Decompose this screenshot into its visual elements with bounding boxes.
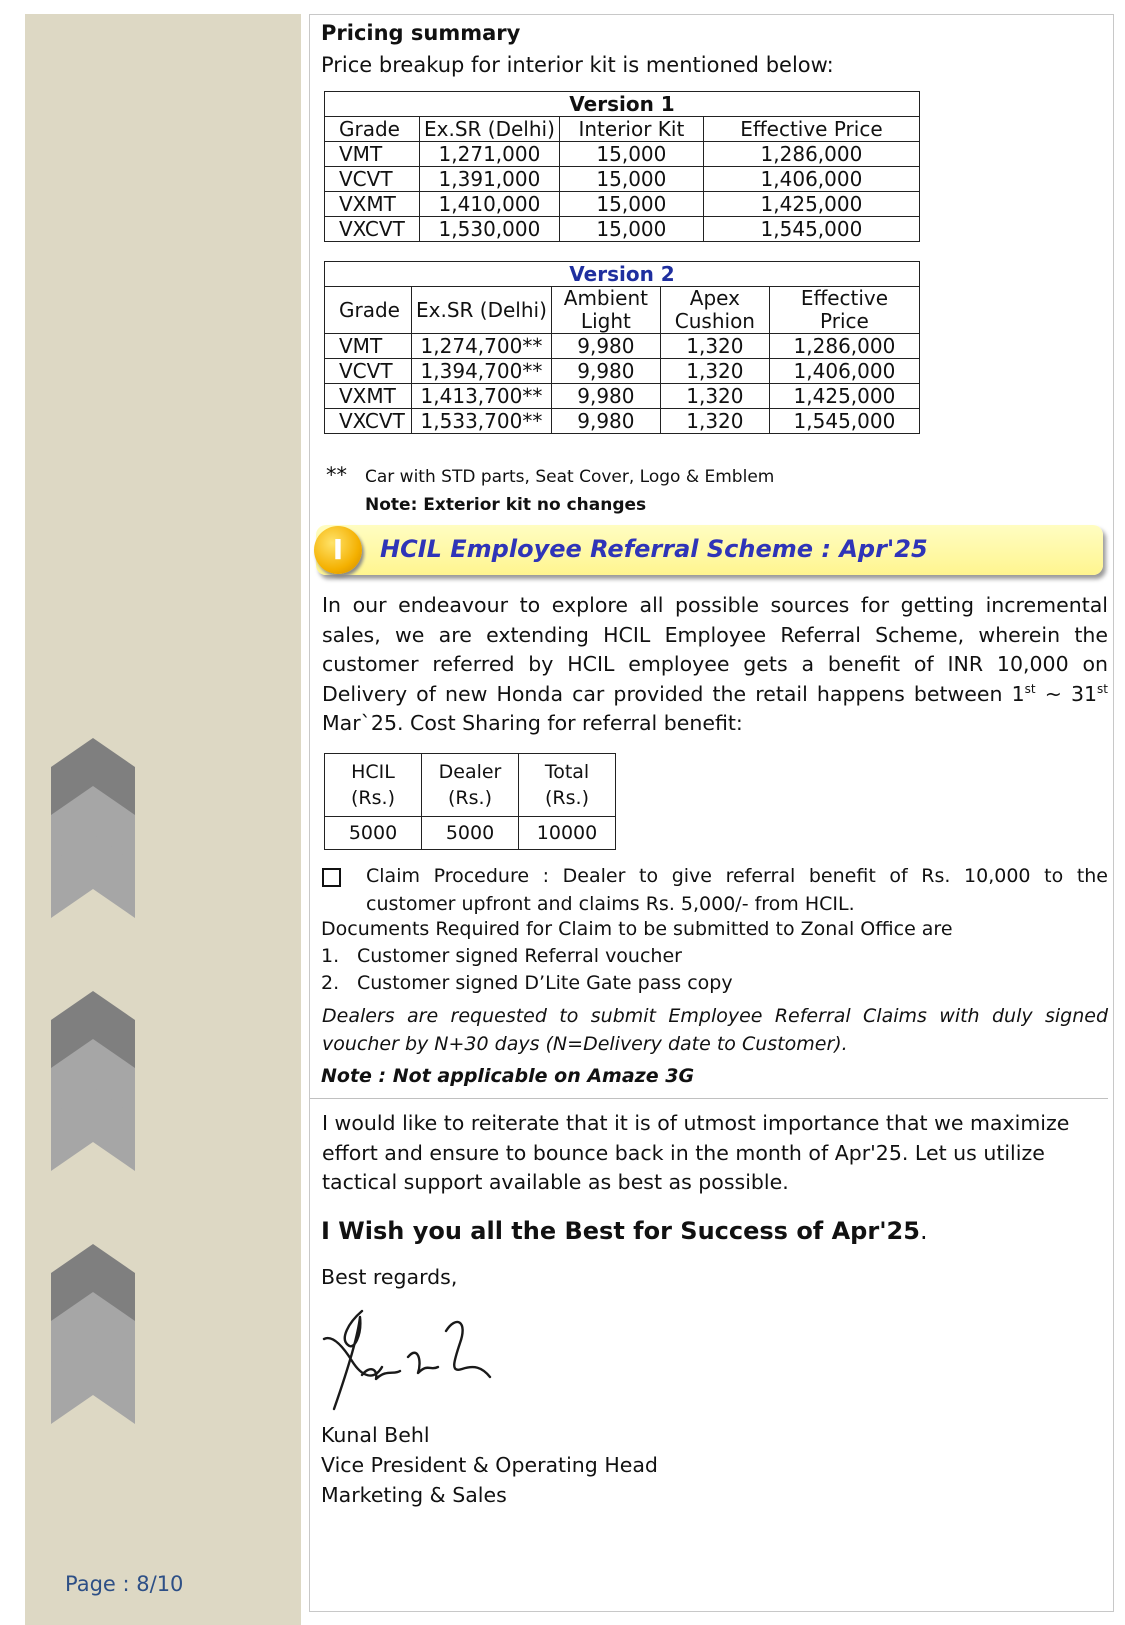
referral-text: In our endeavour to explore all possible sources for getting incremental sales, we are extending HCIL Employee Referral Scheme, wherein the customer referred by HCIL employee gets a benefit of INR 10,000 on Delivery of new Honda car provided the retail happens between 1 [322,593,1108,706]
table-header: Effective Price [703,117,919,142]
version2-title: Version 2 [325,262,920,287]
list-item [321,945,682,967]
table-header [519,754,616,817]
table-cell: 1,391,000 [420,167,560,192]
version2-table [324,261,920,434]
table-cell: 10000 [519,817,616,850]
table-header [422,754,519,817]
wish-line [321,1217,928,1245]
page-number: Page : 8/10 [65,1572,184,1596]
table-header-row [325,754,616,817]
amaze-note: Note : Not applicable on Amaze 3G [321,1065,695,1087]
table-row [325,409,920,434]
signatory-name: Kunal Behl [321,1423,430,1447]
chevron-group-bottom [51,1244,135,1424]
ordinal-suffix: st [1024,681,1036,696]
claim-procedure: Claim Procedure : Dealer to give referral benefit of Rs. 10,000 to the customer upfront and claims Rs. 5,000/- from HCIL. [366,865,1108,915]
table-cell: 9,980 [551,359,660,384]
table-cell: VXCVT [325,409,412,434]
table-header: Grade [325,287,412,334]
table-header-row [325,287,920,334]
header-line: Dealer [438,761,502,783]
table-cell: 1,410,000 [420,192,560,217]
table-cell: VMT [325,334,412,359]
table-cell: 9,980 [551,409,660,434]
table-row [325,217,920,242]
table-header: Apex Cushion [660,287,769,334]
table-cell: 15,000 [559,217,703,242]
referral-text: Mar`25. Cost Sharing for referral benefit: [322,711,743,735]
table-cell: 1,320 [660,359,769,384]
table-cell: 1,394,700** [412,359,552,384]
table-header: Interior Kit [559,117,703,142]
table-row [325,817,616,850]
signatory-title: Vice President & Operating Head [321,1453,658,1477]
table-cell: 1,530,000 [420,217,560,242]
table-header: Ex.SR (Delhi) [412,287,552,334]
table-row [325,92,920,117]
table-cell: 15,000 [559,192,703,217]
table-cell: VXMT [325,384,412,409]
list-number: 1. [321,945,340,967]
pricing-heading: Pricing summary [321,21,521,45]
footnote-text: Car with STD parts, Seat Cover, Logo & Emblem [365,467,775,487]
table-cell: 1,406,000 [769,359,919,384]
referral-text: ~ 31 [1035,681,1098,706]
table-cell: 15,000 [559,167,703,192]
header-line: (Rs.) [448,787,492,809]
section-banner [316,525,1103,575]
table-cell: 1,545,000 [769,409,919,434]
list-item [321,972,733,994]
table-cell: 1,320 [660,384,769,409]
chevron-group-middle [51,991,135,1171]
table-cell: 1,286,000 [703,142,919,167]
section-title: HCIL Employee Referral Scheme : Apr'25 [380,535,928,563]
table-header-row [325,117,920,142]
wish-dot: . [919,1217,928,1245]
closing-paragraph: I would like to reiterate that it is of utmost importance that we maximize effort and ensure to bounce back in the month of Apr'25. Let us utilize tactical support available as best as possible. [322,1111,1070,1194]
list-text: Customer signed Referral voucher [357,945,682,967]
table-cell: 5000 [422,817,519,850]
pricing-intro: Price breakup for interior kit is mentioned below: [321,53,834,77]
table-cell: 1,286,000 [769,334,919,359]
divider [310,1098,1108,1099]
table-cell: 15,000 [559,142,703,167]
table-row [325,192,920,217]
ordinal-suffix: st [1097,681,1109,696]
table-cell: 1,274,700** [412,334,552,359]
content-panel [309,14,1114,1612]
chevron-group-top [51,738,135,918]
section-badge-icon [314,526,362,574]
table-cell: 1,425,000 [703,192,919,217]
version1-title: Version 1 [325,92,920,117]
regards: Best regards, [321,1265,458,1289]
table-cell: 5000 [325,817,422,850]
checkbox-bullet-icon [322,868,341,887]
table-cell: 1,533,700** [412,409,552,434]
table-cell: 1,425,000 [769,384,919,409]
table-row [325,384,920,409]
table-row [325,359,920,384]
table-cell: 1,320 [660,409,769,434]
table-cell: 9,980 [551,384,660,409]
signature [318,1305,498,1417]
table-cell: VXCVT [325,217,420,242]
table-row [325,167,920,192]
table-row [325,334,920,359]
documents-heading: Documents Required for Claim to be submitted to Zonal Office are [321,918,953,940]
list-text: Customer signed D’Lite Gate pass copy [357,972,733,994]
table-cell: 1,413,700** [412,384,552,409]
exterior-kit-note: Note: Exterior kit no changes [365,495,647,515]
header-line: Total [544,761,590,783]
dealers-note: Dealers are requested to submit Employee Referral Claims with duly signed voucher by N+30 days (N=Delivery date to Customer). [322,1005,1108,1055]
footnote-marker: ** [326,463,347,487]
header-line: (Rs.) [351,787,395,809]
wish-text: I Wish you all the Best for Success of Apr'25 [321,1217,920,1245]
referral-paragraph [322,591,1108,739]
list-number: 2. [321,972,340,994]
cost-sharing-table [324,753,616,850]
table-cell: 1,545,000 [703,217,919,242]
table-cell: 1,406,000 [703,167,919,192]
table-cell: 9,980 [551,334,660,359]
table-header [325,754,422,817]
sidebar [25,14,301,1625]
header-line: HCIL [351,761,395,783]
table-cell: VMT [325,142,420,167]
chevron-decoration [25,14,301,1625]
table-cell: VCVT [325,359,412,384]
table-row [325,262,920,287]
table-header: Ambient Light [551,287,660,334]
table-cell: 1,320 [660,334,769,359]
table-header: Ex.SR (Delhi) [420,117,560,142]
table-header: Effective Price [769,287,919,334]
table-cell: VXMT [325,192,420,217]
section-letter: I [332,533,344,566]
table-header: Grade [325,117,420,142]
table-row [325,142,920,167]
table-cell: VCVT [325,167,420,192]
table-cell: 1,271,000 [420,142,560,167]
version1-table [324,91,920,242]
header-line: (Rs.) [545,787,589,809]
signatory-department: Marketing & Sales [321,1483,507,1507]
